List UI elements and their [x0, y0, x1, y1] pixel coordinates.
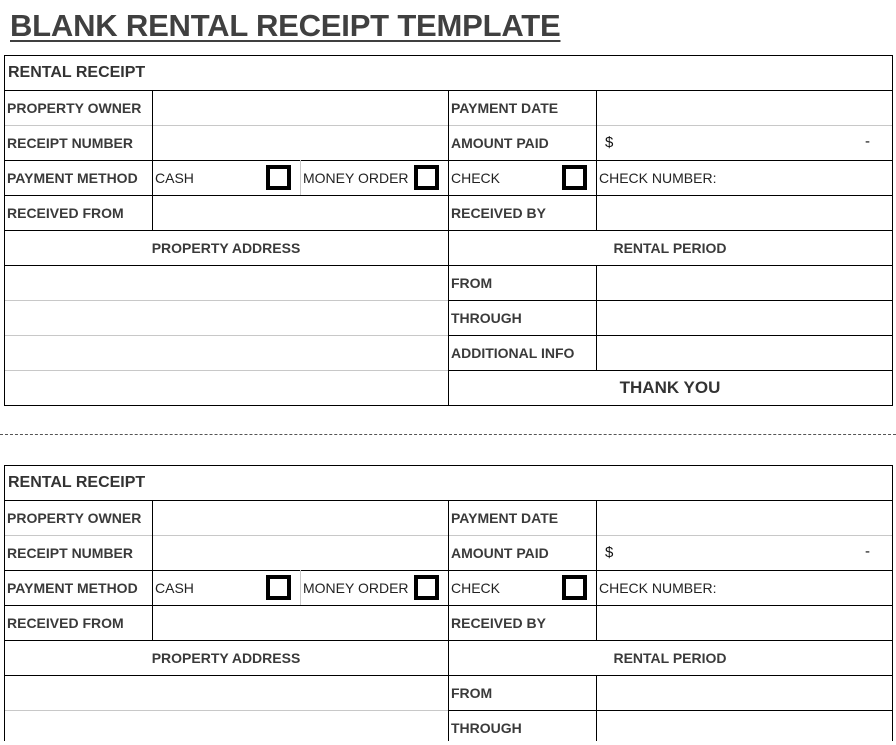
property-address-line-1[interactable]	[4, 675, 448, 710]
received-by-field[interactable]	[596, 195, 892, 230]
through-label: THROUGH	[451, 309, 522, 326]
additional-info-field[interactable]	[596, 335, 892, 370]
property-owner-label: PROPERTY OWNER	[7, 509, 142, 526]
border-top	[4, 55, 893, 56]
check-number-field[interactable]	[596, 160, 892, 195]
check-number-label: CHECK NUMBER:	[599, 579, 717, 596]
border	[448, 500, 449, 741]
amount-paid-label: AMOUNT PAID	[451, 134, 549, 151]
receipt-number-field[interactable]	[152, 125, 448, 160]
through-field[interactable]	[596, 300, 892, 335]
payment-method-label: PAYMENT METHOD	[7, 579, 138, 596]
received-from-field[interactable]	[152, 195, 448, 230]
from-field[interactable]	[596, 265, 892, 300]
through-label: THROUGH	[451, 719, 522, 736]
rental-receipt-2	[4, 465, 892, 741]
border	[448, 710, 893, 711]
payment-date-field[interactable]	[596, 90, 892, 125]
border	[596, 675, 597, 741]
grid-line	[4, 300, 448, 301]
border	[152, 90, 153, 230]
payment-date-label: PAYMENT DATE	[451, 99, 559, 116]
border-right	[892, 55, 893, 406]
property-owner-field[interactable]	[152, 90, 448, 125]
border-right	[892, 465, 893, 741]
from-label: FROM	[451, 684, 493, 701]
receipt-number-field[interactable]	[152, 535, 448, 570]
received-by-label: RECEIVED BY	[451, 204, 546, 221]
check-number-field[interactable]	[596, 570, 892, 605]
rental-period-heading: RENTAL PERIOD	[613, 239, 727, 256]
property-address-heading: PROPERTY ADDRESS	[151, 239, 301, 256]
check-number-label: CHECK NUMBER:	[599, 169, 717, 186]
thank-you-text: THANK YOU	[619, 377, 721, 397]
border	[596, 90, 597, 230]
amount-dash: -	[865, 133, 870, 150]
grid-line	[4, 370, 448, 371]
check-label: CHECK	[451, 169, 501, 186]
currency-symbol: $	[605, 134, 614, 151]
received-from-label: RECEIVED FROM	[7, 614, 124, 631]
receipt-heading: RENTAL RECEIPT	[8, 63, 146, 81]
money-order-label: MONEY ORDER	[303, 169, 409, 186]
property-address-line-3[interactable]	[4, 335, 448, 370]
border	[596, 500, 597, 640]
money-order-checkbox[interactable]	[414, 575, 439, 600]
from-field[interactable]	[596, 675, 892, 710]
amount-dash: -	[865, 543, 870, 560]
amount-paid-field[interactable]	[596, 125, 892, 160]
border	[448, 300, 893, 301]
payment-date-label: PAYMENT DATE	[451, 509, 559, 526]
cash-checkbox[interactable]	[266, 575, 291, 600]
receipt-number-label: RECEIPT NUMBER	[7, 544, 134, 561]
border	[448, 370, 893, 371]
border	[596, 265, 597, 370]
rental-period-heading: RENTAL PERIOD	[613, 649, 727, 666]
check-checkbox[interactable]	[562, 165, 587, 190]
received-from-field[interactable]	[152, 605, 448, 640]
additional-info-label: ADDITIONAL INFO	[451, 344, 575, 361]
currency-symbol: $	[605, 544, 614, 561]
rental-receipt-1	[4, 55, 892, 406]
property-address-line-1[interactable]	[4, 265, 448, 300]
payment-date-field[interactable]	[596, 500, 892, 535]
cash-label: CASH	[155, 169, 194, 186]
check-checkbox[interactable]	[562, 575, 587, 600]
payment-method-label: PAYMENT METHOD	[7, 169, 138, 186]
property-owner-label: PROPERTY OWNER	[7, 99, 142, 116]
border-left	[4, 465, 5, 741]
received-from-label: RECEIVED FROM	[7, 204, 124, 221]
cut-line	[0, 434, 896, 435]
border	[448, 335, 893, 336]
grid-line	[4, 335, 448, 336]
cash-checkbox[interactable]	[266, 165, 291, 190]
border-top	[4, 465, 893, 466]
page-title: BLANK RENTAL RECEIPT TEMPLATE	[10, 8, 561, 43]
received-by-label: RECEIVED BY	[451, 614, 546, 631]
border-left	[4, 55, 5, 406]
money-order-label: MONEY ORDER	[303, 579, 409, 596]
check-label: CHECK	[451, 579, 501, 596]
property-owner-field[interactable]	[152, 500, 448, 535]
through-field[interactable]	[596, 710, 892, 745]
property-address-line-2[interactable]	[4, 300, 448, 335]
grid-line	[300, 160, 301, 195]
receipt-heading: RENTAL RECEIPT	[8, 473, 146, 491]
received-by-field[interactable]	[596, 605, 892, 640]
money-order-checkbox[interactable]	[414, 165, 439, 190]
border	[448, 90, 449, 406]
property-address-line-2[interactable]	[4, 710, 448, 745]
border	[152, 500, 153, 640]
amount-paid-field[interactable]	[596, 535, 892, 570]
property-address-line-4[interactable]	[4, 370, 448, 405]
property-address-heading: PROPERTY ADDRESS	[151, 649, 301, 666]
grid-line	[4, 710, 448, 711]
amount-paid-label: AMOUNT PAID	[451, 544, 549, 561]
receipt-number-label: RECEIPT NUMBER	[7, 134, 134, 151]
from-label: FROM	[451, 274, 493, 291]
grid-line	[300, 570, 301, 605]
cash-label: CASH	[155, 579, 194, 596]
